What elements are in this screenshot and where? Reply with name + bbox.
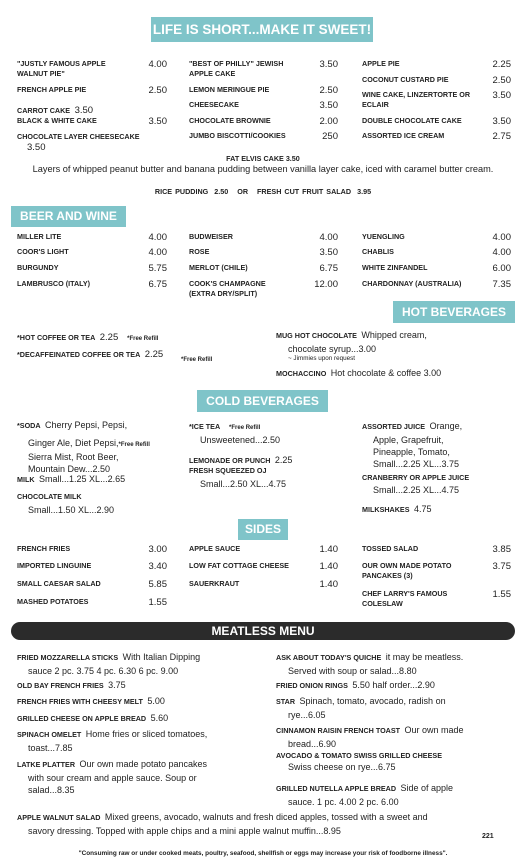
- dessert-price: 250: [322, 131, 338, 142]
- meatless-item: [276, 778, 516, 808]
- side-price: 3.00: [148, 544, 167, 555]
- meatless-description: Side of apple: [400, 783, 454, 793]
- juice-description: Orange,: [429, 421, 463, 431]
- meatless-price: 3.75: [108, 680, 126, 690]
- beer-name: YUENGLING: [362, 232, 405, 241]
- soda-item: [17, 415, 187, 475]
- dessert-price: 3.50: [319, 100, 338, 111]
- salad-description: savory dressing. Topped with apple chips and a mini apple walnut muffin...8.95: [28, 826, 341, 836]
- meatless-description: Our own made potato pancakes: [79, 759, 208, 769]
- meatless-name: CINNAMON RAISIN FRENCH TOAST: [276, 726, 401, 735]
- dessert-price: 3.50: [27, 142, 46, 153]
- side-item: [189, 579, 338, 590]
- dessert-name: COCONUT CUSTARD PIE: [362, 75, 449, 84]
- beer-item: [362, 232, 511, 243]
- dessert-price: 3.50: [492, 116, 511, 127]
- dessert-item: [189, 131, 338, 142]
- page-number: 221: [482, 833, 494, 840]
- side-price: 5.85: [148, 579, 167, 590]
- decaf-item: [17, 344, 163, 362]
- meatless-name: OLD BAY FRENCH FRIES: [17, 681, 104, 690]
- salad-description: Mixed greens, avocado, walnuts and fresh diced apples, tossed with a sweet and: [104, 812, 428, 822]
- meatless-name: FRENCH FRIES WITH CHEESY MELT: [17, 697, 143, 706]
- side-name: SMALL CAESAR SALAD: [17, 579, 101, 588]
- beer-price: 6.00: [492, 263, 511, 274]
- beer-name: CHARDONNAY (AUSTRALIA): [362, 279, 462, 288]
- juice-description: Apple, Grapefruit,: [373, 435, 444, 445]
- beer-name: LAMBRUSCO (ITALY): [17, 279, 91, 288]
- dessert-name: LEMON MERINGUE PIE: [189, 85, 270, 94]
- side-price: 1.55: [148, 597, 167, 608]
- juice-name: ASSORTED JUICE: [362, 422, 426, 431]
- meatless-description: with sour cream and apple sauce. Soup or: [28, 773, 197, 783]
- meatless-description: Swiss cheese on rye...6.75: [288, 762, 396, 772]
- beer-name: WHITE ZINFANDEL: [362, 263, 428, 272]
- dessert-name: CHOCOLATE LAYER CHEESECAKE: [17, 132, 140, 141]
- free-refill-label: *Free Refill: [229, 425, 261, 431]
- fat-elvis-name: FAT ELVIS CAKE: [226, 154, 284, 163]
- meatless-description: With Italian Dipping: [122, 652, 201, 662]
- meatless-item: [17, 724, 267, 754]
- banner-sides: SIDES: [238, 519, 288, 540]
- dessert-name: BLACK & WHITE CAKE: [17, 116, 97, 125]
- milk-description: Small...1.25 XL...2.65: [39, 474, 126, 484]
- dessert-item: [17, 85, 167, 96]
- side-name: SAUERKRAUT: [189, 579, 240, 588]
- meatless-description: Spinach, tomato, avocado, radish on: [299, 696, 446, 706]
- side-price: 1.40: [319, 579, 338, 590]
- mug-description: Whipped cream,: [361, 330, 427, 340]
- ice-tea-description: Unsweetened...2.50: [200, 435, 281, 445]
- beer-item: [362, 279, 511, 290]
- banner-sweet: LIFE IS SHORT...MAKE IT SWEET!: [151, 17, 373, 42]
- meatless-name: FRIED ONION RINGS: [276, 681, 348, 690]
- mug-note: ~ Jimmies upon request: [288, 355, 356, 362]
- beer-price: 4.00: [319, 232, 338, 243]
- chocolate-milk-item: [17, 492, 114, 516]
- milk-item: [17, 469, 125, 487]
- dessert-price: 3.50: [148, 116, 167, 127]
- meatless-description: sauce. 1 pc. 4.00 2 pc. 6.00: [288, 797, 399, 807]
- beer-price: 5.75: [148, 263, 167, 274]
- milkshake-name: MILKSHAKES: [362, 505, 410, 514]
- beer-name: BUDWEISER: [189, 232, 233, 241]
- side-price: 1.40: [319, 544, 338, 555]
- side-name: FRENCH FRIES: [17, 544, 71, 553]
- meatless-item: [276, 720, 516, 750]
- beer-item: [17, 279, 167, 290]
- beer-name: COOK'S CHAMPAGNE (EXTRA DRY/SPLIT): [189, 279, 266, 298]
- meatless-description: 5.50 half order...2.90: [352, 680, 435, 690]
- salad-name: APPLE WALNUT SALAD: [17, 813, 101, 822]
- footer-disclaimer: "Consuming raw or under cooked meats, poultry, seafood, shellfish or eggs may increase your risk of foodborne illness".: [78, 850, 448, 857]
- milk-name: MILK: [17, 475, 35, 484]
- meatless-name: AVOCADO & TOMATO SWISS GRILLED CHEESE: [276, 751, 442, 760]
- dessert-price: 3.50: [319, 59, 338, 70]
- side-name: APPLE SAUCE: [189, 544, 241, 553]
- beer-name: COOR'S LIGHT: [17, 247, 69, 256]
- banner-beer-wine: BEER AND WINE: [11, 206, 126, 227]
- side-name: TOSSED SALAD: [362, 544, 419, 553]
- cranberry-item: [362, 473, 469, 496]
- meatless-name: SPINACH OMELET: [17, 730, 82, 739]
- meatless-description: toast...7.85: [28, 743, 73, 753]
- dessert-item: [362, 59, 511, 70]
- milkshake-item: [362, 499, 432, 517]
- beer-item: [189, 247, 338, 258]
- beer-name: MERLOT (CHILE): [189, 263, 248, 272]
- dessert-price: 2.50: [492, 75, 511, 86]
- beer-item: [189, 263, 338, 274]
- dessert-name: WINE CAKE, LINZERTORTE OR ECLAIR: [362, 90, 471, 109]
- meatless-description: Served with soup or salad...8.80: [288, 666, 417, 676]
- meatless-name: LATKE PLATTER: [17, 760, 76, 769]
- dessert-price: 2.75: [492, 131, 511, 142]
- milkshake-price: 4.75: [413, 504, 432, 514]
- beer-item: [189, 279, 338, 299]
- fruit-salad-price: 3.95: [357, 187, 372, 196]
- beer-price: 4.00: [492, 232, 511, 243]
- dessert-price: 2.00: [319, 116, 338, 127]
- dessert-item: [362, 75, 511, 86]
- beer-name: BURGUNDY: [17, 263, 59, 272]
- soda-description: Cherry Pepsi, Pepsi,: [45, 420, 128, 430]
- dessert-price: 3.50: [492, 90, 511, 101]
- free-refill-label: *Free Refill: [127, 336, 159, 342]
- hot-coffee-price: 2.25: [99, 332, 119, 343]
- fat-elvis-price: 3.50: [285, 154, 300, 163]
- beer-price: 6.75: [148, 279, 167, 290]
- dessert-item: [17, 116, 167, 127]
- rice-pudding-line: [0, 187, 526, 196]
- soda-name: *SODA: [17, 421, 41, 430]
- banner-meatless-menu: MEATLESS MENU: [11, 622, 515, 640]
- mochaccino-description: Hot chocolate & coffee 3.00: [330, 368, 442, 378]
- beer-price: 3.50: [319, 247, 338, 258]
- oj-name: FRESH SQUEEZED OJ: [189, 466, 267, 475]
- soda-description: Sierra Mist, Root Beer,: [28, 452, 119, 462]
- side-name: LOW FAT COTTAGE CHEESE: [189, 561, 289, 570]
- oj-item: [189, 466, 286, 490]
- dessert-price: 2.50: [148, 85, 167, 96]
- ice-tea-item: [189, 416, 280, 446]
- meatless-description: Home fries or sliced tomatoes,: [85, 729, 208, 739]
- dessert-item: [17, 131, 140, 154]
- beer-item: [362, 247, 511, 258]
- mochaccino-item: [276, 363, 441, 381]
- side-item: [189, 544, 338, 555]
- beer-name: ROSE: [189, 247, 210, 256]
- dessert-price: 3.50: [74, 105, 94, 116]
- side-price: 1.55: [492, 589, 511, 600]
- dessert-price: 2.25: [492, 59, 511, 70]
- meatless-name: FRIED MOZZARELLA STICKS: [17, 653, 119, 662]
- beer-name: MILLER LITE: [17, 232, 62, 241]
- meatless-description: sauce 2 pc. 3.75 4 pc. 6.30 6 pc. 9.00: [28, 666, 179, 676]
- soda-description: Mountain Dew...2.50: [28, 464, 111, 474]
- rice-pudding-name: RICE PUDDING: [154, 187, 209, 196]
- beer-price: 4.00: [148, 232, 167, 243]
- side-item: [17, 544, 167, 555]
- rice-pudding-price: 2.50: [214, 187, 229, 196]
- meatless-name: GRILLED CHEESE ON APPLE BREAD: [17, 714, 147, 723]
- beer-price: 7.35: [492, 279, 511, 290]
- beer-item: [17, 232, 167, 243]
- dessert-price: 2.50: [319, 85, 338, 96]
- dessert-item: [362, 116, 511, 127]
- mug-name: MUG HOT CHOCOLATE: [276, 331, 357, 340]
- meatless-description: it may be meatless.: [385, 652, 464, 662]
- chocolate-milk-description: Small...1.50 XL...2.90: [28, 505, 115, 515]
- cranberry-name: CRANBERRY OR APPLE JUICE: [362, 473, 470, 482]
- decaf-price: 2.25: [144, 349, 164, 360]
- dessert-item: [362, 131, 511, 142]
- banner-cold-beverages: COLD BEVERAGES: [197, 390, 328, 412]
- ice-tea-name: *ICE TEA: [189, 422, 221, 431]
- dessert-name: APPLE PIE: [362, 59, 400, 68]
- mug-description: chocolate syrup...3.00: [288, 344, 377, 354]
- dessert-name: ASSORTED ICE CREAM: [362, 131, 445, 140]
- dessert-item: [189, 116, 338, 127]
- banner-hot-beverages: HOT BEVERAGES: [393, 301, 515, 323]
- dessert-price: 4.00: [148, 59, 167, 70]
- juice-description: Small...2.25 XL...3.75: [373, 459, 460, 469]
- meatless-description: salad...8.35: [28, 785, 75, 795]
- side-price: 1.40: [319, 561, 338, 572]
- meatless-item: [17, 754, 267, 796]
- beer-item: [362, 263, 511, 274]
- side-name: OUR OWN MADE POTATO PANCAKES (3): [362, 561, 452, 580]
- dessert-item: [17, 59, 167, 79]
- side-item: [362, 544, 511, 555]
- meatless-name: GRILLED NUTELLA APPLE BREAD: [276, 784, 397, 793]
- meatless-description: bread...6.90: [288, 739, 337, 749]
- side-price: 3.85: [492, 544, 511, 555]
- dessert-item: [189, 100, 338, 111]
- beer-item: [189, 232, 338, 243]
- fat-elvis-description: Layers of whipped peanut butter and banana pudding between vanilla layer cake, iced with caramel butter cream.: [32, 164, 494, 174]
- side-item: [362, 589, 511, 609]
- hot-coffee-item: [17, 327, 158, 345]
- dessert-name: CARROT CAKE: [17, 106, 71, 115]
- side-item: [189, 561, 338, 572]
- meatless-price: 5.00: [147, 696, 165, 706]
- dessert-name: CHEESECAKE: [189, 100, 239, 109]
- lemonade-name: LEMONADE OR PUNCH: [189, 456, 271, 465]
- side-item: [17, 561, 167, 572]
- side-name: CHEF LARRY'S FAMOUS COLESLAW: [362, 589, 448, 608]
- side-price: 3.40: [148, 561, 167, 572]
- meatless-item: [17, 691, 165, 709]
- side-price: 3.75: [492, 561, 511, 572]
- meatless-description: Our own made: [404, 725, 464, 735]
- dessert-name: "JUSTLY FAMOUS APPLE WALNUT PIE": [17, 59, 106, 78]
- side-item: [362, 561, 511, 581]
- beer-price: 12.00: [314, 279, 338, 290]
- fruit-salad-name: FRESH CUT FRUIT SALAD: [257, 187, 352, 196]
- cranberry-description: Small...2.25 XL...4.75: [373, 485, 460, 495]
- chocolate-milk-name: CHOCOLATE MILK: [17, 492, 82, 501]
- mochaccino-name: MOCHACCINO: [276, 369, 327, 378]
- fat-elvis-title: [0, 154, 526, 163]
- dessert-item: [189, 85, 338, 96]
- beer-item: [17, 263, 167, 274]
- dessert-item: [189, 59, 338, 79]
- dessert-name: "BEST OF PHILLY" JEWISH APPLE CAKE: [189, 59, 284, 78]
- beer-price: 4.00: [492, 247, 511, 258]
- mug-hot-chocolate-item: [276, 325, 427, 363]
- lemonade-price: 2.25: [274, 455, 293, 465]
- dessert-name: DOUBLE CHOCOLATE CAKE: [362, 116, 462, 125]
- oj-description: Small...2.50 XL...4.75: [200, 479, 287, 489]
- dessert-name: FRENCH APPLE PIE: [17, 85, 87, 94]
- dessert-name: JUMBO BISCOTTI/COOKIES: [189, 131, 286, 140]
- hot-coffee-name: *HOT COFFEE OR TEA: [17, 333, 96, 342]
- side-name: IMPORTED LINGUINE: [17, 561, 92, 570]
- meatless-item: [276, 750, 516, 773]
- side-name: MASHED POTATOES: [17, 597, 89, 606]
- beer-name: CHABLIS: [362, 247, 394, 256]
- dessert-name: CHOCOLATE BROWNIE: [189, 116, 271, 125]
- meatless-name: STAR: [276, 697, 296, 706]
- meatless-item: [17, 647, 267, 677]
- beer-price: 6.75: [319, 263, 338, 274]
- meatless-item: [276, 691, 516, 721]
- meatless-description: rye...6.05: [288, 710, 326, 720]
- juice-item: [362, 416, 462, 470]
- decaf-name: *DECAFFEINATED COFFEE OR TEA: [17, 350, 141, 359]
- side-item: [17, 597, 167, 608]
- meatless-item: [276, 647, 516, 677]
- free-refill-label: *Free Refill: [118, 442, 150, 448]
- beer-price: 4.00: [148, 247, 167, 258]
- juice-description: Pineapple, Tomato,: [373, 447, 450, 457]
- apple-walnut-salad-item: [17, 807, 517, 837]
- or-label: OR: [237, 187, 249, 196]
- meatless-name: ASK ABOUT TODAY'S QUICHE: [276, 653, 382, 662]
- dessert-item: [362, 90, 511, 110]
- side-item: [17, 579, 167, 590]
- meatless-price: 5.60: [150, 713, 169, 723]
- soda-description: Ginger Ale, Diet Pepsi,: [28, 438, 119, 448]
- beer-item: [17, 247, 167, 258]
- free-refill-label: *Free Refill: [181, 357, 213, 363]
